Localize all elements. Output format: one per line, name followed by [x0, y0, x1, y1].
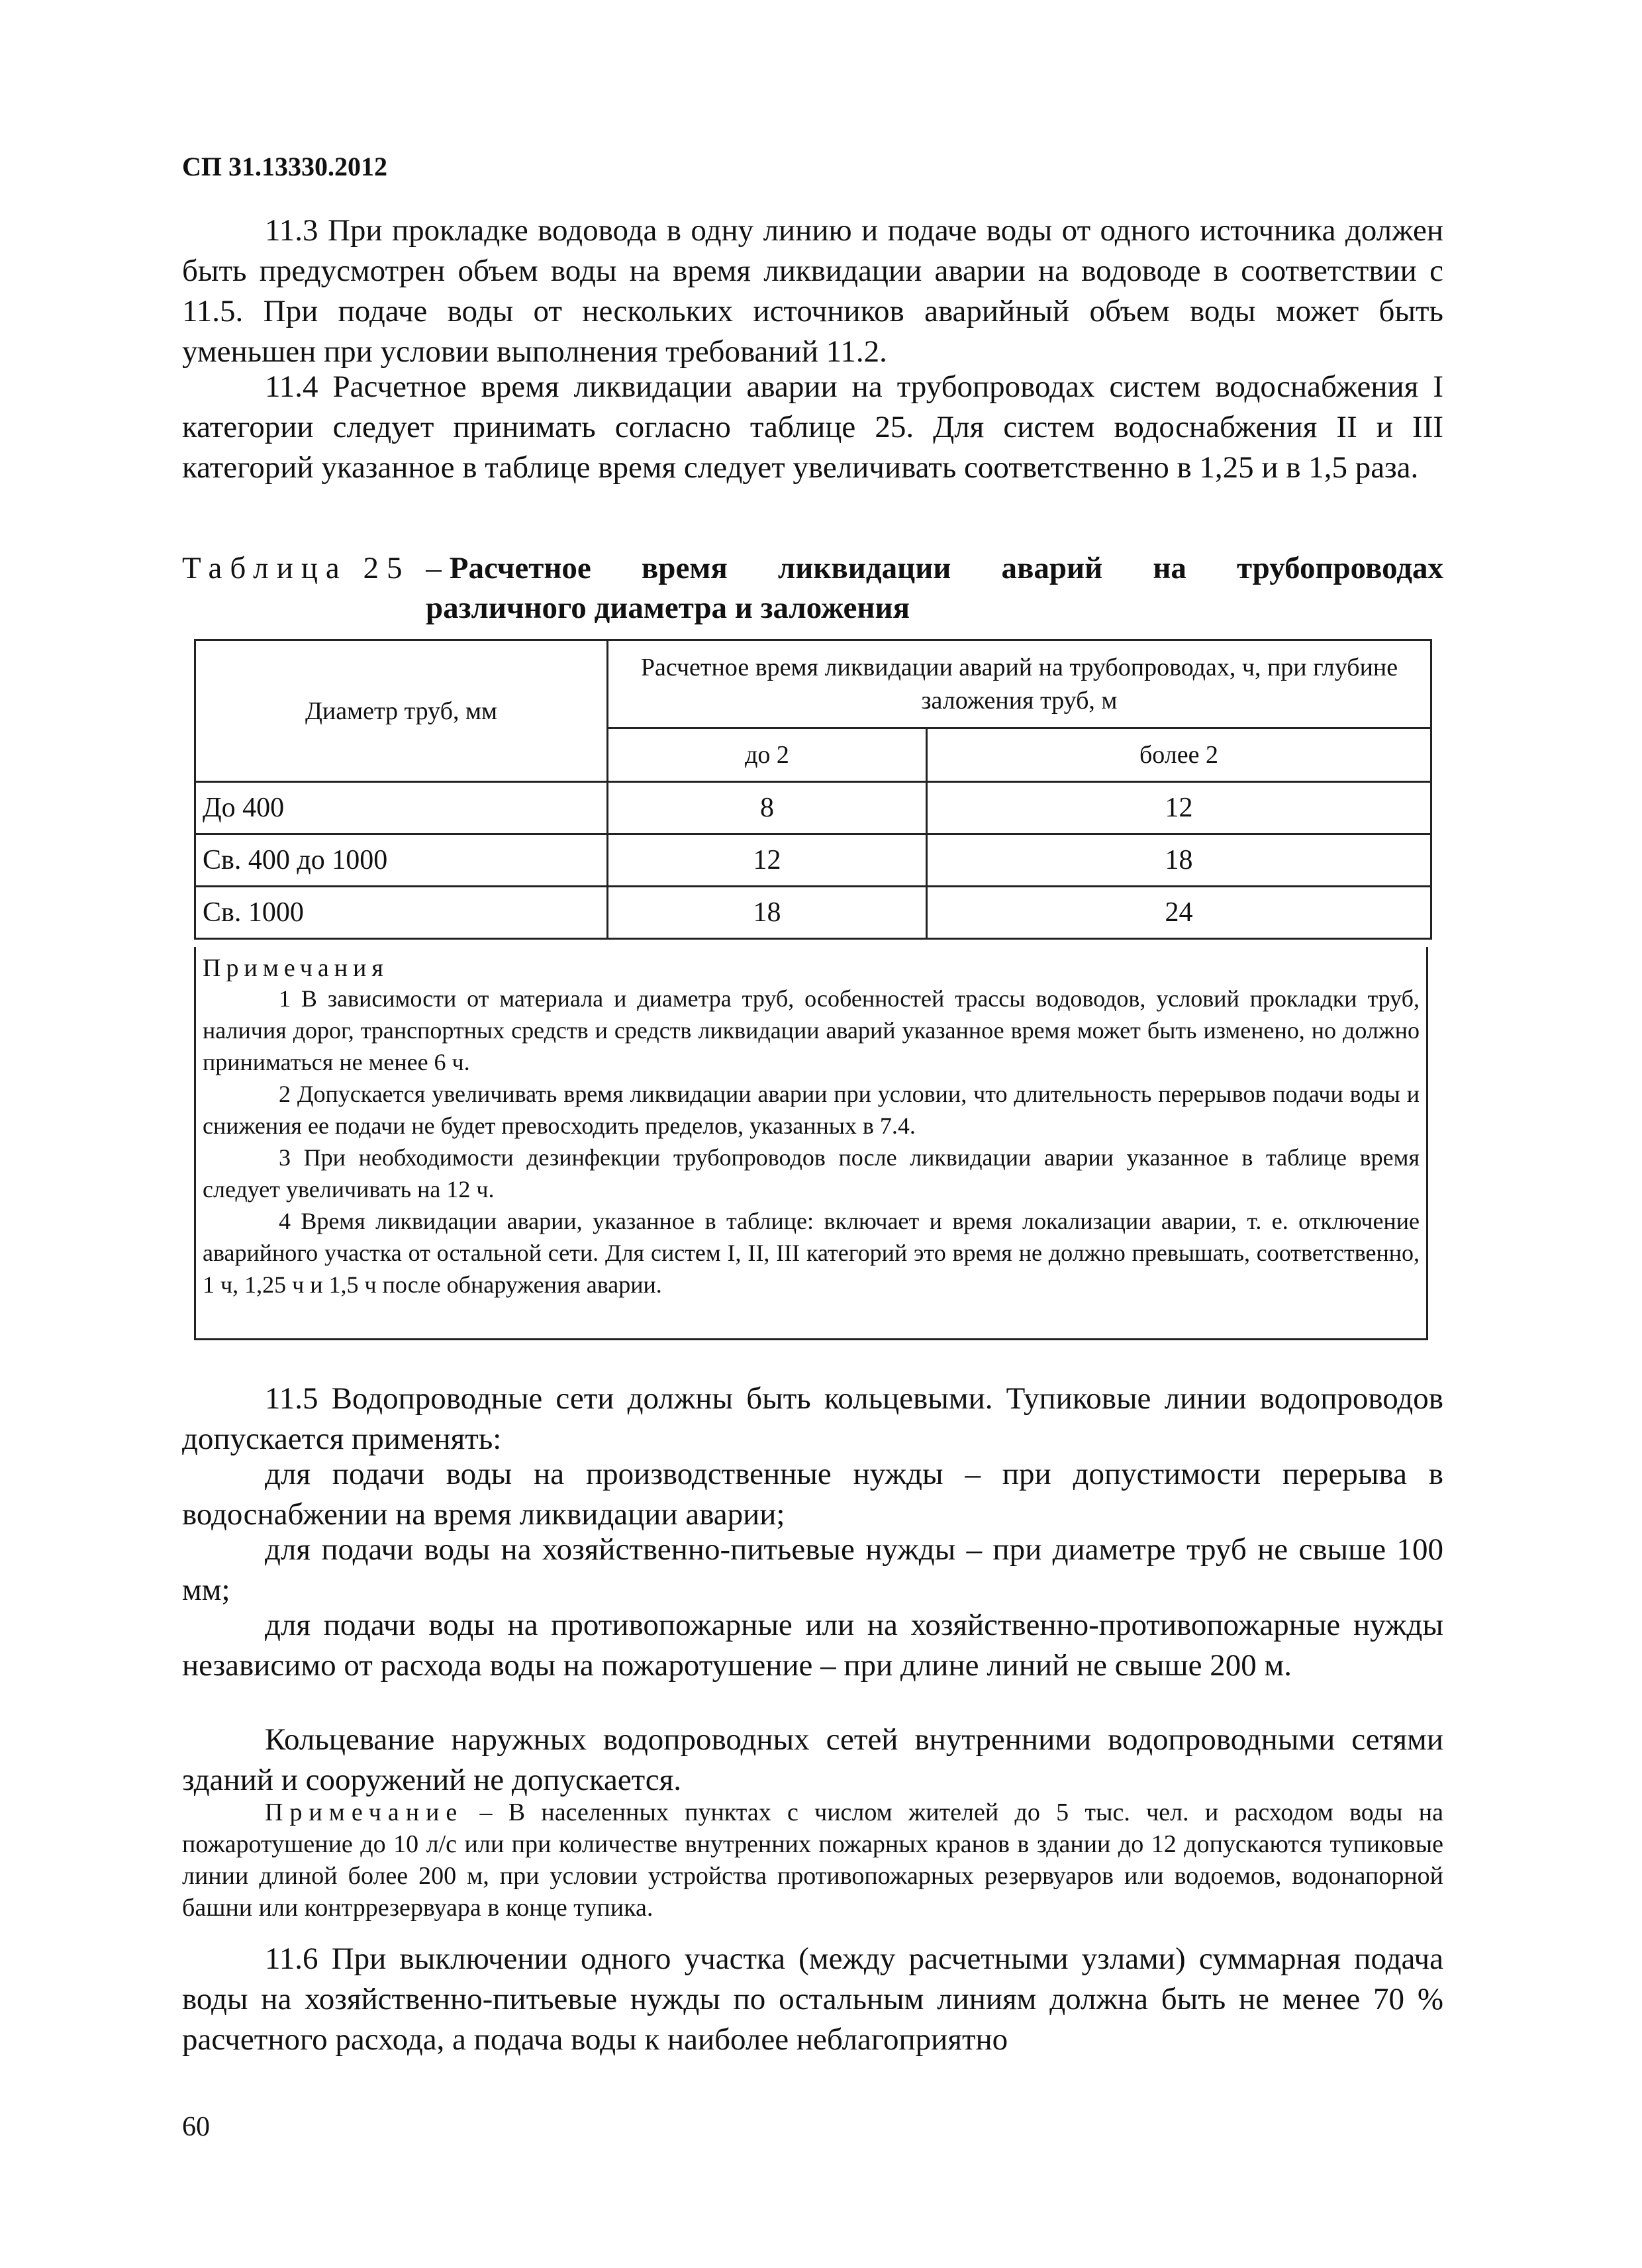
- subheader-depth-up-to-2: до 2: [608, 728, 927, 782]
- paragraph-11-3: 11.3 При прокладке водовода в одну линию и подаче воды от одного источника должен быть предусмотрен объем воды на время ликвидации аварии на водоводе в соответствии с 11.5. При подаче воды от нескольких источников аварийный объем воды может быть уменьшен при условии выполнения требований 11.2.: [182, 213, 1443, 369]
- paragraph-11-5-item-a: для подачи воды на производственные нужды – при допустимости перерыва в водоснабжении на время ликвидации аварии;: [182, 1457, 1443, 1532]
- table-row: [195, 887, 1431, 939]
- notes-title: Примечания: [203, 954, 389, 982]
- row-label: До 400: [195, 782, 608, 834]
- note-text: – В населенных пунктах с числом жителей до 5 тыс. чел. и расходом воды на пожаротушение до 10 л/с или при количестве внутренних пожарных кранов в здании до 12 допускаются тупиковые линии длиной более 200 м, при условии устройства противопожарных резервуаров или водоемов, водонапорной башни или контррезервуара в конце тупика.: [182, 1799, 1443, 1922]
- table-caption-label: Таблица 25 –: [182, 551, 450, 585]
- paragraph-11-5-item-d: Кольцевание наружных водопроводных сетей внутренними водопроводными сетями зданий и сооружений не допускается.: [182, 1722, 1443, 1797]
- paragraph-11-6: 11.6 При выключении одного участка (между расчетными узлами) суммарная подача воды на хозяйственно-питьевые нужды по остальным линиям должна быть не менее 70 % расчетного расхода, а подача воды к наиболее неблагоприятно: [182, 1942, 1443, 2057]
- table-notes: [194, 947, 1428, 1340]
- cell-value: 24: [926, 887, 1431, 939]
- table-row: [195, 834, 1431, 887]
- paragraph-11-5: 11.5 Водопроводные сети должны быть кольцевыми. Тупиковые линии водопроводов допускается применять:: [182, 1381, 1443, 1456]
- row-label: Св. 1000: [195, 887, 608, 939]
- row-label: Св. 400 до 1000: [195, 834, 608, 887]
- cell-value: 18: [926, 834, 1431, 887]
- standard-code-header: СП 31.13330.2012: [182, 152, 387, 181]
- paragraph-11-5-item-c: для подачи воды на противопожарные или на хозяйственно-противопожарные нужды независимо от расхода воды на пожаротушение – при длине линий не свыше 200 м.: [182, 1608, 1443, 1683]
- cell-value: 12: [926, 782, 1431, 834]
- note-item: 4 Время ликвидации аварии, указанное в таблице: включает и время локализации аварии, т. е. отключение аварийного участка от остальной сети. Для систем I, II, III категорий это время не должно превышать, соответственно, 1 ч, 1,25 ч и 1,5 ч после обнаружения аварии.: [203, 1208, 1420, 1298]
- table-caption-title-line2: различного диаметра и заложения: [426, 591, 910, 625]
- cell-value: 8: [608, 782, 927, 834]
- cell-value: 18: [608, 887, 927, 939]
- note-item: 3 При необходимости дезинфекции трубопроводов после ликвидации аварии указанное в таблице время следует увеличивать на 12 ч.: [203, 1144, 1420, 1203]
- data-table: [194, 639, 1432, 940]
- header-diameter: Диаметр труб, мм: [195, 640, 608, 782]
- paragraph-11-4: 11.4 Расчетное время ликвидации аварии на трубопроводах систем водоснабжения I категории следует принимать согласно таблице 25. Для систем водоснабжения II и III категорий указанное в таблице время следует увеличивать соответственно в 1,25 и в 1,5 раза.: [182, 370, 1443, 485]
- cell-value: 12: [608, 834, 927, 887]
- header-repair-time: Расчетное время ликвидации аварий на трубопроводах, ч, при глубине заложения труб, м: [608, 640, 1431, 728]
- table-row: [195, 782, 1431, 834]
- table-caption: [182, 548, 1443, 628]
- note-label: Примечание: [265, 1799, 464, 1826]
- subheader-depth-over-2: более 2: [926, 728, 1431, 782]
- page-number: 60: [182, 2112, 210, 2142]
- note-11-5: [182, 1797, 1443, 1924]
- paragraph-11-5-item-b: для подачи воды на хозяйственно-питьевые нужды – при диаметре труб не свыше 100 мм;: [182, 1532, 1443, 1607]
- note-item: 2 Допускается увеличивать время ликвидации аварии при условии, что длительность перерывов подачи воды и снижения ее подачи не будет превосходить пределов, указанных в 7.4.: [203, 1081, 1420, 1139]
- table-caption-title-line1: Расчетное время ликвидации аварий на трубопроводах: [449, 551, 1443, 585]
- table-header-row: [195, 640, 1431, 728]
- note-item: 1 В зависимости от материала и диаметра труб, особенностей трассы водоводов, условий прокладки труб, наличия дорог, транспортных средств и средств ликвидации аварий указанное время может быть изменено, но должно приниматься не менее 6 ч.: [203, 985, 1420, 1075]
